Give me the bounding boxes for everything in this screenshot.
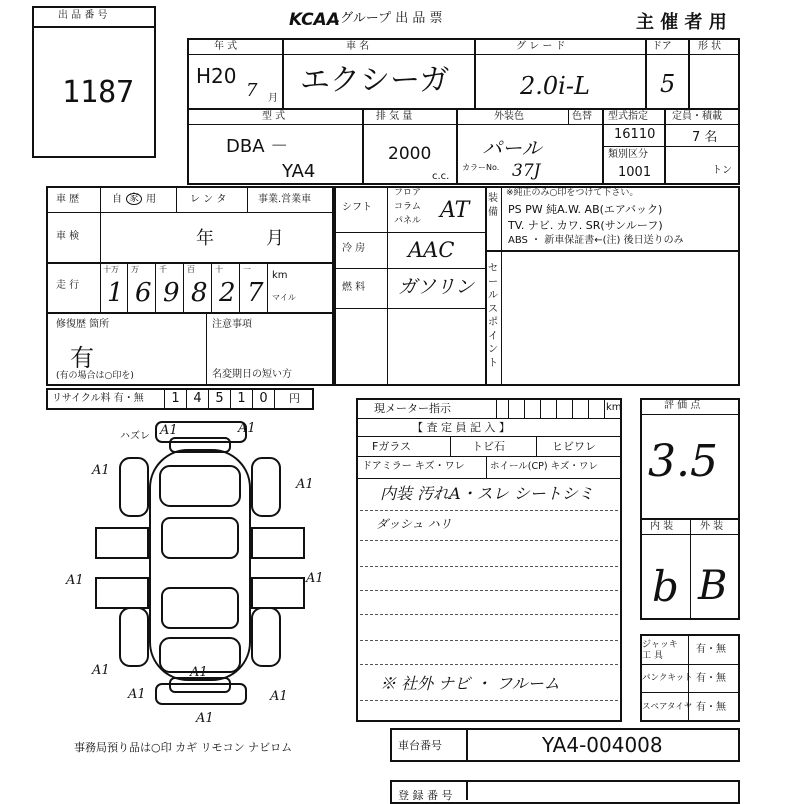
chassis-label: 車台番号 bbox=[398, 739, 442, 752]
shift-column: コラム bbox=[394, 202, 421, 212]
mark-left-rear: A1 bbox=[92, 663, 110, 678]
mileage-cell bbox=[100, 262, 128, 312]
doors-label: ドア bbox=[652, 41, 672, 52]
spare-value: 有・無 bbox=[696, 702, 726, 713]
mark-rear-right: A1 bbox=[270, 689, 288, 704]
inspection-month: 月 bbox=[266, 228, 284, 249]
mark-front-left: A1 bbox=[160, 423, 178, 438]
mileage-unit-label: 百 bbox=[187, 265, 195, 274]
color-label: 外装色 bbox=[494, 111, 524, 122]
mile-label: マイル bbox=[272, 293, 296, 302]
wheel-label: ホイール(CP) キズ・ワレ bbox=[490, 461, 598, 472]
equip-line2: TV. ナビ. カワ. SR(サンルーフ) bbox=[508, 219, 663, 232]
class-value: 1001 bbox=[618, 165, 652, 180]
mileage-digit: 1 bbox=[107, 278, 124, 308]
type-value: YA4 bbox=[282, 161, 316, 182]
fuel-value: ガソリン bbox=[398, 276, 475, 298]
month-value: 7 bbox=[246, 80, 258, 101]
equip-line3: ABS ・ 新車保証書←(注) 後日送りのみ bbox=[508, 235, 684, 246]
load-unit: トン bbox=[712, 165, 732, 176]
mileage-cell bbox=[184, 262, 212, 312]
recycle-digit: 1 bbox=[164, 388, 186, 410]
grade-label: グ レ ー ド bbox=[516, 41, 566, 52]
year-label: 年 式 bbox=[214, 41, 238, 52]
color-value: パール bbox=[482, 136, 542, 160]
color-no-label: カラーNo. bbox=[462, 163, 500, 172]
displacement-value: 2000 bbox=[388, 144, 432, 164]
shift-value: AT bbox=[440, 198, 470, 223]
mileage-digit: 9 bbox=[163, 278, 180, 308]
mirror-label: ドアミラー キズ・ワレ bbox=[362, 461, 465, 472]
month-unit: 月 bbox=[268, 93, 278, 104]
glass-label: Fガラス bbox=[372, 440, 411, 453]
interior-value: b bbox=[652, 562, 679, 611]
mileage-unit-label: 万 bbox=[131, 265, 139, 274]
recycle-digit: 5 bbox=[208, 388, 230, 410]
color-change-label: 色替 bbox=[572, 111, 592, 122]
mileage-cell bbox=[212, 262, 240, 312]
color-no-value: 37J bbox=[512, 161, 541, 181]
mark-right-front: A1 bbox=[296, 477, 314, 492]
mileage-digit: 6 bbox=[135, 278, 152, 308]
mark-left-side: A1 bbox=[66, 573, 84, 588]
use-home: 家 bbox=[126, 193, 142, 205]
repair-value: 有 bbox=[70, 344, 94, 372]
meter-label: 現メーター指示 bbox=[374, 402, 451, 415]
use-private: 自 bbox=[112, 194, 122, 205]
puncture-value: 有・無 bbox=[696, 673, 726, 684]
registration-label: 登 録 番 号 bbox=[398, 789, 453, 802]
mileage-unit-label: 十万 bbox=[103, 265, 119, 274]
inspection-year: 年 bbox=[196, 228, 214, 249]
mark-rear-center: A1 bbox=[190, 665, 208, 680]
comment-2: ダッシュ ハリ bbox=[376, 517, 452, 531]
class-label: 類別区分 bbox=[608, 149, 648, 160]
interior-label: 内 装 bbox=[650, 521, 674, 532]
type-cert-value: 16110 bbox=[614, 127, 656, 142]
ac-value: AAC bbox=[408, 238, 455, 262]
history-label: 車 歴 bbox=[56, 194, 80, 205]
mileage-cell bbox=[240, 262, 268, 312]
inspection-label: 車 検 bbox=[56, 231, 80, 242]
score-label: 評 価 点 bbox=[664, 400, 701, 411]
mark-rear-left: A1 bbox=[128, 687, 146, 702]
notes-label: 注意事項 bbox=[212, 319, 252, 330]
recycle-digits bbox=[164, 388, 314, 410]
displacement-label: 排 気 量 bbox=[376, 111, 413, 122]
mileage-digit: 7 bbox=[247, 278, 264, 308]
doors-value: 5 bbox=[660, 70, 676, 98]
recycle-unit: 円 bbox=[274, 388, 314, 410]
repair-note: (有の場合は○印を) bbox=[56, 371, 134, 381]
lot-number-label: 出 品 番 号 bbox=[58, 10, 108, 21]
scratch-label: ハズレ bbox=[120, 431, 150, 442]
type-label: 型 式 bbox=[262, 111, 286, 122]
comment-1: 内装 汚れA・スレ シートシミ bbox=[380, 484, 594, 503]
crack-label: ヒビワレ bbox=[552, 440, 596, 453]
mileage-label: 走 行 bbox=[56, 280, 80, 291]
equip-note: ※純正のみ○印をつけて下さい。 bbox=[506, 188, 639, 198]
mileage-unit-label: 十 bbox=[215, 265, 223, 274]
displacement-unit: c.c. bbox=[432, 171, 450, 182]
mark-front-right: A1 bbox=[238, 421, 256, 436]
shape-label: 形 状 bbox=[698, 41, 722, 52]
type-cert-label: 型式指定 bbox=[608, 111, 648, 122]
meter-unit: km bbox=[606, 402, 622, 413]
repair-label: 修復歴 箇所 bbox=[56, 319, 110, 330]
equip-label: 装 備 bbox=[488, 193, 498, 218]
year-value: H20 bbox=[196, 64, 237, 88]
recycle-digit: 0 bbox=[252, 388, 274, 410]
comment-3: ※ 社外 ナビ ・ フルーム bbox=[380, 674, 560, 693]
rental-label: レ ン タ bbox=[190, 194, 227, 205]
mark-left-front: A1 bbox=[92, 463, 110, 478]
mileage-cell bbox=[156, 262, 184, 312]
fuel-label: 燃 料 bbox=[342, 282, 366, 293]
capacity-value: 7 名 bbox=[692, 130, 718, 145]
exterior-label: 外 装 bbox=[700, 521, 724, 532]
grade-value: 2.0i-L bbox=[520, 72, 590, 100]
ac-label: 冷 房 bbox=[342, 243, 366, 254]
mark-right-side: A1 bbox=[306, 571, 324, 586]
mileage-unit-label: 千 bbox=[159, 265, 167, 274]
office-items: 事務局預り品は○印 カギ リモコン ナビロム bbox=[74, 741, 293, 754]
shift-label: シフト bbox=[342, 202, 372, 213]
spare-label: スペアタイヤ bbox=[642, 702, 693, 712]
shift-panel: パネル bbox=[394, 216, 422, 226]
mileage-unit-label: 一 bbox=[243, 265, 251, 274]
name-label: 車 名 bbox=[346, 41, 370, 52]
chassis-value: YA4-004008 bbox=[542, 733, 663, 757]
sales-point-label: セールスポイント bbox=[488, 263, 498, 369]
inspector-label: 【 査 定 員 記 入 】 bbox=[412, 421, 510, 434]
mileage-digit: 2 bbox=[219, 278, 236, 308]
km-label: km bbox=[272, 270, 288, 281]
mileage-digit: 8 bbox=[191, 278, 208, 308]
reg-deadline-label: 名変期日の短い方 bbox=[212, 369, 292, 380]
recycle-label: リサイクル料 有・無 bbox=[52, 393, 144, 404]
recycle-digit: 1 bbox=[230, 388, 252, 410]
name-value: エクシーガ bbox=[300, 63, 450, 98]
equip-line1: PS PW 純A.W. AB(エアバック) bbox=[508, 203, 663, 216]
car-diagram bbox=[0, 408, 360, 728]
chip-label: トビ石 bbox=[472, 440, 505, 453]
jack-value: 有・無 bbox=[696, 644, 726, 655]
mileage-grid bbox=[100, 262, 334, 312]
shift-floor: フロア bbox=[394, 188, 422, 198]
mark-rear: A1 bbox=[196, 711, 214, 726]
type-prefix: DBA － bbox=[226, 136, 289, 157]
lot-number-value: 1187 bbox=[62, 75, 135, 110]
organizer-label: 主 催 者 用 bbox=[636, 12, 727, 33]
jack-label: ジャッキ 工 具 bbox=[642, 640, 678, 661]
capacity-label: 定員・積載 bbox=[672, 111, 722, 122]
recycle-digit: 4 bbox=[186, 388, 208, 410]
brand-logo: KCAA bbox=[289, 10, 340, 30]
business-label: 事業.営業車 bbox=[258, 194, 312, 205]
form-title: .グループ 出 品 票 bbox=[336, 11, 443, 26]
score-value: 3.5 bbox=[648, 436, 718, 487]
exterior-value: B bbox=[698, 563, 728, 609]
use-use: 用 bbox=[146, 194, 156, 205]
mileage-cell bbox=[128, 262, 156, 312]
puncture-label: パンクキット bbox=[642, 673, 693, 683]
